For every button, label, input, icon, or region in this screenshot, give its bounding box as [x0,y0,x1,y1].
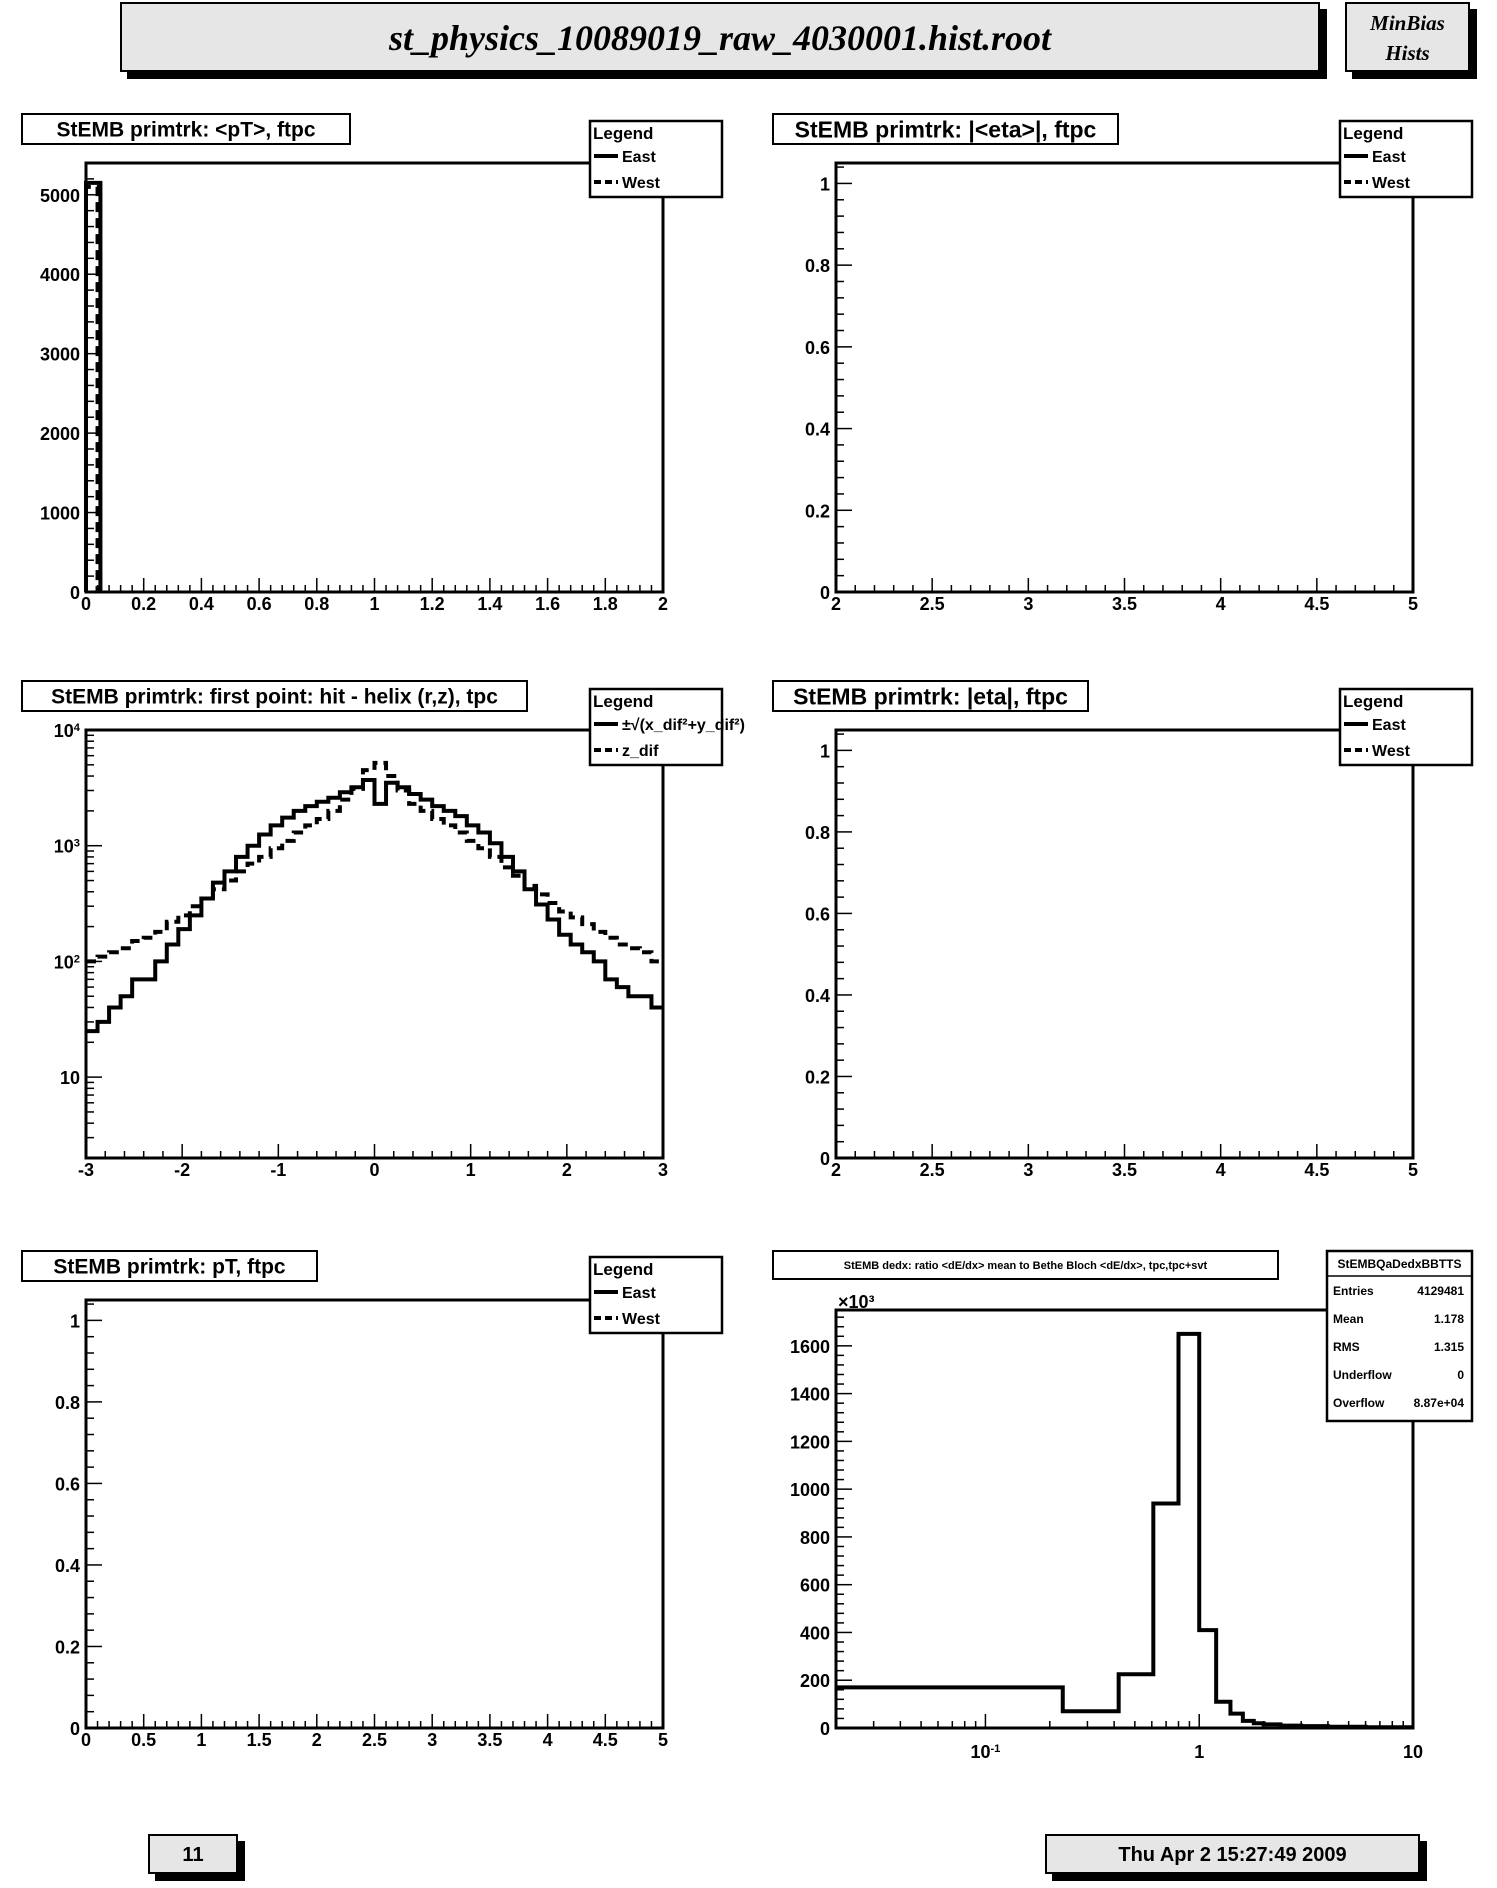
plot-title: StEMB primtrk: |eta|, ftpc [793,683,1068,710]
plot-title: StEMB primtrk: |<eta>|, ftpc [794,116,1097,143]
stats-label: Mean [1333,1312,1364,1326]
y-tick-label: 0 [69,583,80,603]
y-tick-label: 400 [799,1623,830,1644]
legend-entry: East [622,149,656,166]
x-tick-label: -2 [174,1160,191,1180]
legend-entry: West [622,175,660,192]
stats-label: Overflow [1333,1396,1385,1410]
x-tick-label: 1.2 [419,594,445,614]
x-tick-label: 2 [561,1160,572,1180]
category-line-2: Hists [1385,41,1430,65]
x-tick-label: 10 [1402,1742,1424,1762]
plot-title: StEMB dedx: ratio <dE/dx> mean to Bethe Bloch <dE/dx>, tpc,tpc+svt [843,1259,1208,1272]
legend-box [590,1257,722,1333]
stats-value: 4129481 [1417,1284,1464,1298]
x-tick-label: 3.5 [1111,594,1138,614]
x-tick-label: 1.8 [592,594,618,614]
page-number: 11 [182,1844,204,1866]
page-number-box [148,1834,238,1874]
legend-entry: East [1372,149,1406,166]
x-tick-label: 0.8 [304,594,330,614]
legend-box [590,689,745,765]
histogram-panel-4 [773,681,1472,1180]
y-tick-label: 200 [799,1671,830,1692]
stats-value: 8.87e+04 [1413,1396,1464,1410]
x-tick-label: 4 [1215,1160,1226,1180]
y-tick-label: 0.2 [54,1637,80,1658]
y-tick-label: 0 [69,1719,80,1739]
y-tick-label: 0.4 [804,985,830,1006]
stats-label: Underflow [1333,1368,1392,1382]
histogram-panel-6 [773,1251,1472,1762]
histogram-panel-3 [22,681,745,1180]
x-tick-label: 4.5 [592,1730,618,1750]
y-tick-label: 0.2 [804,1067,830,1088]
x-tick-label: 3 [1023,594,1034,614]
x-tick-label: 0.6 [246,594,272,614]
y-tick-label: 800 [799,1527,830,1548]
x-tick-label: 3 [657,1160,669,1180]
y-axis-multiplier: ×10³ [838,1292,875,1312]
y-tick-label: 0.6 [54,1474,80,1495]
file-title: st_physics_10089019_raw_4030001.hist.root [388,18,1052,58]
stats-label: Entries [1333,1284,1374,1298]
x-tick-label: 1 [1194,1742,1205,1762]
y-tick-label: $10^2$ [53,952,80,973]
y-tick-label: 2000 [39,424,80,445]
y-tick-label: 0.4 [804,419,830,440]
x-tick-label: 1 [465,1160,476,1180]
y-tick-label: 1600 [789,1336,830,1357]
histogram-panel-1 [22,114,722,614]
legend-box [1340,689,1472,765]
stats-label: RMS [1333,1340,1360,1354]
x-tick-label: 0 [369,1160,380,1180]
y-tick-label: $10^4$ [53,721,80,741]
legend-entry: West [622,1311,660,1328]
x-tick-label: 5 [657,1730,669,1750]
x-tick-label: -3 [77,1160,95,1180]
x-tick-label: 3.5 [477,1730,503,1750]
stats-name: StEMBQaDedxBBTTS [1337,1257,1462,1271]
y-tick-label: 0 [819,583,830,603]
y-tick-label: 1 [69,1311,80,1332]
legend-entry: East [1372,717,1406,734]
plot-frame [836,163,1413,592]
legend-entry: East [622,1285,656,1302]
y-tick-label: 1 [819,174,830,195]
y-tick-label: 1 [819,741,830,762]
legend-box [590,121,722,197]
legend-entry: West [1372,743,1410,760]
y-tick-label: 5000 [39,185,80,206]
legend-title: Legend [593,1260,654,1279]
plot-frame [836,730,1413,1158]
x-tick-label: 5 [1407,594,1419,614]
x-tick-label: 2.5 [919,1160,945,1180]
y-tick-label: 10 [59,1068,80,1089]
x-tick-label: 3 [427,1730,438,1750]
x-tick-label: 1.5 [246,1730,272,1750]
legend-box [1340,121,1472,197]
category-line-1: MinBias [1370,11,1445,35]
y-tick-label: 0 [819,1149,830,1169]
histogram-panel-5 [22,1251,722,1750]
legend-title: Legend [1343,124,1404,143]
x-tick-label: 1.6 [535,594,561,614]
x-tick-label: 2 [657,594,669,614]
legend-title: Legend [593,692,654,711]
x-tick-label: 3.5 [1111,1160,1138,1180]
y-tick-label: 0.8 [804,822,830,843]
x-tick-label: 2.5 [361,1730,388,1750]
y-tick-label: $10^3$ [53,836,80,857]
x-tick-label: 2.5 [919,594,945,614]
timestamp: Thu Apr 2 15:27:49 2009 [1118,1844,1347,1866]
y-tick-label: 1200 [789,1432,830,1453]
histogram-panel-2 [773,114,1472,614]
series-line-1 [86,780,663,1031]
x-tick-label: 4.5 [1304,594,1330,614]
y-tick-label: 600 [799,1575,830,1596]
y-tick-label: 0.2 [804,501,830,522]
x-tick-label: 4.5 [1304,1160,1330,1180]
y-tick-label: 1000 [789,1480,830,1501]
x-tick-label: 2 [830,594,842,614]
x-tick-label: -1 [270,1160,287,1180]
y-tick-label: 0.8 [804,256,830,277]
x-tick-label: 0.5 [131,1730,157,1750]
legend-title: Legend [1343,692,1404,711]
x-tick-label: 3 [1023,1160,1034,1180]
legend-entry: z_dif [622,743,659,760]
x-tick-label: 4 [1215,594,1226,614]
x-tick-label: 1.4 [477,594,503,614]
y-tick-label: 0.6 [804,904,830,925]
plot-title: StEMB primtrk: pT, ftpc [53,1255,286,1279]
y-tick-label: 3000 [39,344,80,365]
stats-value: 1.315 [1433,1340,1464,1354]
x-tick-label: 1 [369,594,380,614]
legend-entry: West [1372,175,1410,192]
x-tick-label: 2 [311,1730,322,1750]
legend-title: Legend [593,124,654,143]
plot-frame [86,1300,663,1728]
plot-frame [86,163,663,592]
x-tick-label: 0.4 [188,594,214,614]
y-tick-label: 0 [819,1719,830,1739]
plot-title: StEMB primtrk: <pT>, ftpc [56,118,316,142]
y-tick-label: 0.4 [54,1555,80,1576]
stats-value: 0 [1457,1368,1464,1382]
y-tick-label: 1400 [789,1384,830,1405]
plot-title: StEMB primtrk: first point: hit - helix (r,z), tpc [51,685,498,709]
y-tick-label: 1000 [39,503,80,524]
stats-value: 1.178 [1433,1312,1464,1326]
x-tick-label: 0.2 [131,594,157,614]
x-tick-label: 0 [80,1730,92,1750]
x-tick-label: 0 [80,594,92,614]
y-tick-label: 0.6 [804,337,830,358]
x-tick-label: 2 [830,1160,842,1180]
x-tick-label: $10^{-1}$ [970,1742,1001,1762]
x-tick-label: 1 [196,1730,207,1750]
y-tick-label: 4000 [39,265,80,286]
x-tick-label: 5 [1407,1160,1419,1180]
timestamp-box [1045,1834,1420,1874]
x-tick-label: 4 [542,1730,553,1750]
y-tick-label: 0.8 [54,1392,80,1413]
legend-entry: ±√(x_dif²+y_dif²) [622,717,745,734]
stats-box [1327,1251,1472,1421]
